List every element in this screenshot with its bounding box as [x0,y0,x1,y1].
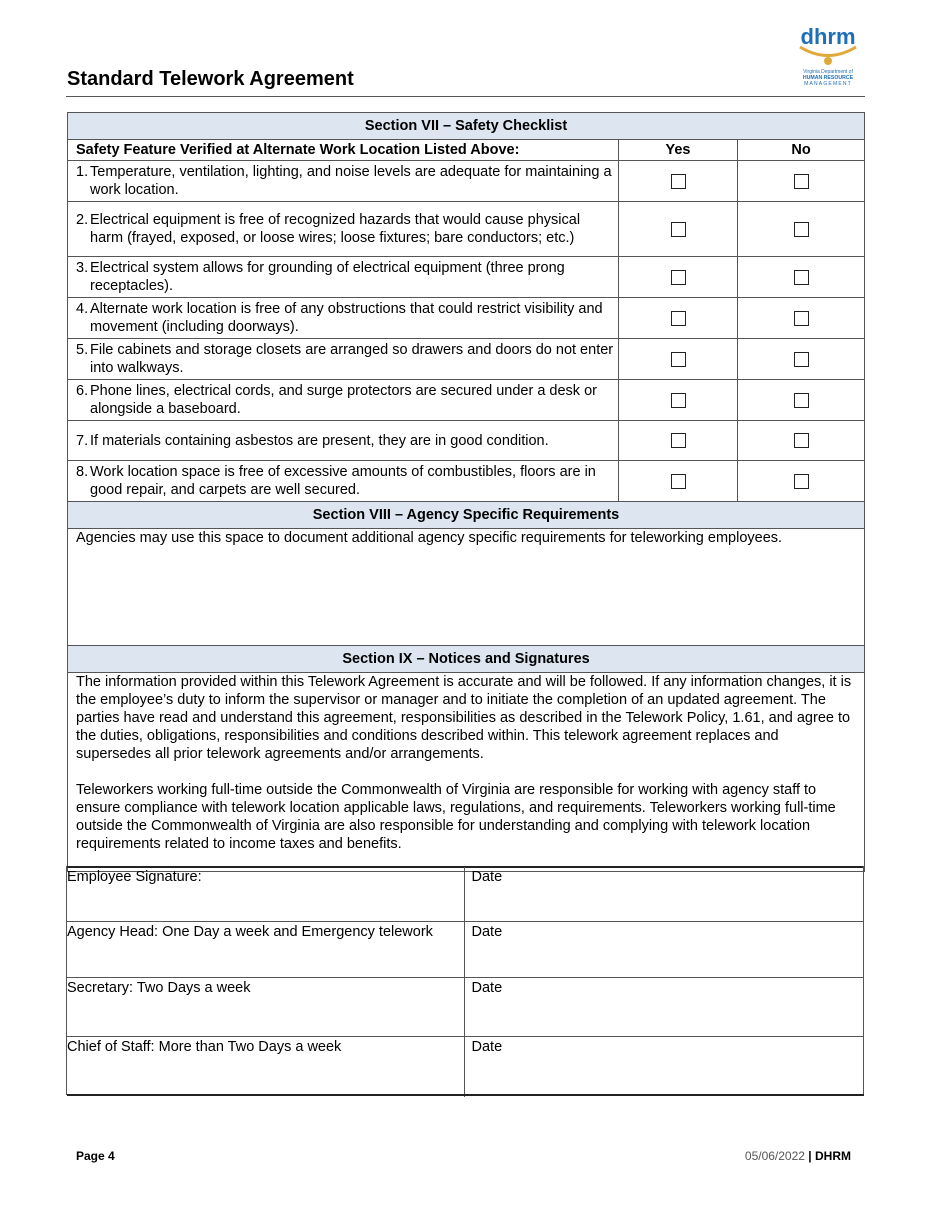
svg-text:Virginia Department of: Virginia Department of [803,69,853,75]
agency-requirements-text: Agencies may use this space to document additional agency specific requirements for teleworking employees. [76,530,783,546]
checklist-row [68,339,865,380]
checklist-row [68,461,865,502]
yes-checkbox[interactable] [671,222,686,237]
signature-row [67,867,864,922]
employee-date-field[interactable] [464,867,864,922]
item-text: If materials containing asbestos are present, they are in good condition. [90,432,549,449]
signature-table [67,867,864,1097]
signature-row [67,1037,864,1098]
yes-checkbox[interactable] [671,474,686,489]
yes-checkbox[interactable] [671,174,686,189]
notices-text [68,673,865,872]
yes-checkbox[interactable] [671,270,686,285]
item-text: Alternate work location is free of any obstructions that could restrict visibility and movement (including doorways). [90,301,603,335]
item-text: Phone lines, electrical cords, and surge protectors are secured under a desk or alongside a baseboard. [90,383,597,417]
no-checkbox[interactable] [794,474,809,489]
employee-signature-field[interactable] [67,867,464,922]
signature-row [67,922,864,978]
no-checkbox[interactable] [794,352,809,367]
item-number: 1. [76,164,89,180]
footer-separator: | [808,1149,812,1163]
checklist-row [68,257,865,298]
notice-paragraph: The information provided within this Telework Agreement is accurate and will be followed. If any information changes, it is the employee’s duty to inform the supervisor or manager and to initiate the completion of an updated agreement. The parties have read and understand this agreement, responsibilities as described in the Telework Policy, 1.61, and agree to the duties, obligations, responsibilities and conditions described within. This telework agreement replaces and supersedes all prior telework agreements and/or arrangements. [76,674,852,762]
chief-of-staff-signature-field[interactable] [67,1037,464,1098]
signature-label: Agency Head: One Day a week and Emergency telework [67,924,433,940]
footer-org: DHRM [815,1149,851,1163]
signature-label: Employee Signature: [67,869,202,885]
notice-paragraph: Teleworkers working full-time outside the Commonwealth of Virginia are responsible for working with agency staff to ensure compliance with telework location applicable laws, regulations, and requirements. Teleworkers working full-time outside the Commonwealth of Virginia are also responsible for understanding and complying with telework location requirements related to income taxes and benefits. [76,782,836,852]
item-number: 7. [76,432,89,449]
item-text: Work location space is free of excessive amounts of combustibles, floors are in good repair, and carpets are well secured. [90,464,596,498]
checklist-row [68,161,865,202]
section-vii-header: Section VII – Safety Checklist [68,113,865,140]
no-checkbox[interactable] [794,174,809,189]
item-number: 3. [76,260,89,276]
logo-wordmark: dhrm [800,24,856,49]
secretary-date-field[interactable] [464,978,864,1037]
no-checkbox[interactable] [794,222,809,237]
date-label: Date [471,980,503,996]
checklist-row [68,380,865,421]
checklist-row [68,298,865,339]
page-number: Page 4 [76,1149,115,1163]
item-number: 8. [76,464,89,480]
item-text: Electrical system allows for grounding of electrical equipment (three prong receptacles). [90,260,565,294]
item-text: Temperature, ventilation, lighting, and noise levels are adequate for maintaining a work location. [90,164,612,198]
signature-label: Secretary: Two Days a week [67,980,251,996]
chief-of-staff-date-field[interactable] [464,1037,864,1098]
page-title: Standard Telework Agreement [67,68,354,90]
section-viii-header: Section VIII – Agency Specific Requirements [68,502,865,529]
agency-head-signature-field[interactable] [67,922,464,978]
dhrm-logo [792,24,864,90]
agency-requirements-field[interactable] [68,529,865,646]
svg-text:HUMAN RESOURCE: HUMAN RESOURCE [802,75,854,81]
no-checkbox[interactable] [794,433,809,448]
yes-checkbox[interactable] [671,311,686,326]
item-text: Electrical equipment is free of recognized hazards that would cause physical harm (frayed, exposed, or loose wires; loose fixtures; bare conductors; etc.) [90,212,581,246]
agreement-table [67,112,865,872]
item-number: 2. [76,212,89,228]
yes-checkbox[interactable] [671,393,686,408]
checklist-row [68,202,865,257]
section-ix-header: Section IX – Notices and Signatures [68,646,865,673]
feature-column-header: Safety Feature Verified at Alternate Work Location Listed Above: [68,140,619,161]
signature-bottom-border [67,1094,864,1096]
date-label: Date [471,924,503,940]
no-checkbox[interactable] [794,393,809,408]
agency-head-date-field[interactable] [464,922,864,978]
item-number: 5. [76,342,89,358]
item-number: 6. [76,383,89,399]
item-text: File cabinets and storage closets are arranged so drawers and doors do not enter into walkways. [90,342,614,376]
yes-checkbox[interactable] [671,352,686,367]
footer-date: 05/06/2022 [744,1149,805,1163]
footer-meta [745,1149,851,1163]
yes-column-header: Yes [619,140,738,161]
date-label: Date [471,869,503,885]
yes-checkbox[interactable] [671,433,686,448]
no-checkbox[interactable] [794,270,809,285]
signature-row [67,978,864,1037]
secretary-signature-field[interactable] [67,978,464,1037]
svg-text:MANAGEMENT: MANAGEMENT [804,81,852,87]
no-checkbox[interactable] [794,311,809,326]
item-number: 4. [76,301,89,317]
date-label: Date [471,1039,503,1055]
no-column-header: No [738,140,865,161]
checklist-row [68,421,865,461]
title-divider [66,96,865,97]
signature-label: Chief of Staff: More than Two Days a week [67,1039,342,1055]
